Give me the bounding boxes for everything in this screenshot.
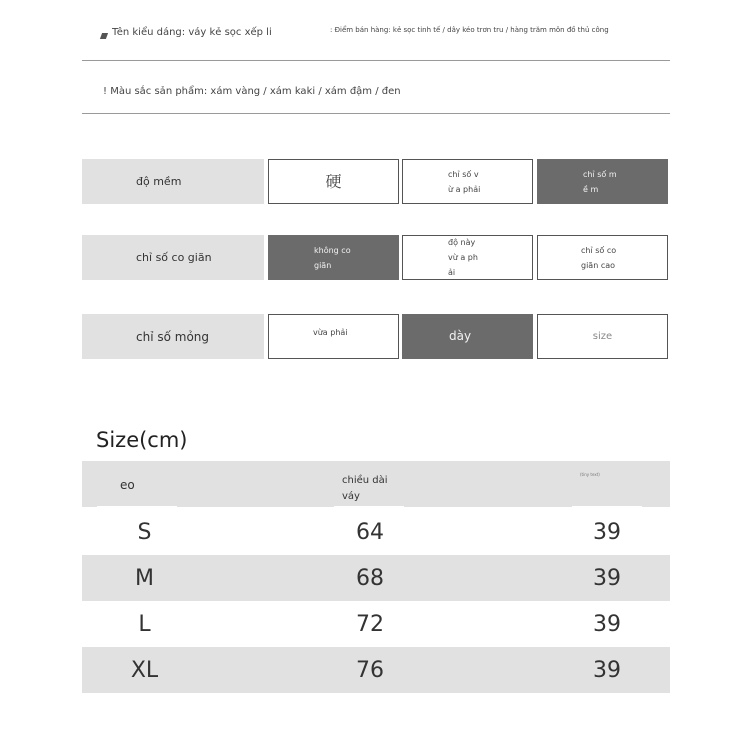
attribute-option [537, 235, 668, 280]
header-divider-2 [82, 113, 670, 114]
attribute-label: chỉ số co giãn [82, 235, 264, 280]
size-cell: M [135, 565, 154, 591]
attribute-option-text: không co giãn [314, 245, 351, 270]
size-cell: XL [130, 657, 159, 683]
attribute-option [402, 235, 533, 280]
header-divider-1 [82, 60, 670, 61]
attribute-option-text: size [592, 331, 613, 342]
attribute-option [268, 159, 399, 204]
length-cell: 64 [356, 519, 384, 545]
waist-cell: 39 [593, 565, 621, 591]
attribute-label: chỉ số mỏng [82, 314, 264, 359]
attribute-option-selected [402, 314, 533, 359]
table-row [82, 601, 670, 647]
attribute-option [537, 314, 668, 359]
length-cell: 72 [356, 611, 384, 637]
attribute-option [402, 159, 533, 204]
attribute-option-selected [537, 159, 668, 204]
size-table-header [82, 461, 670, 507]
waist-cell: 39 [593, 611, 621, 637]
header-cell-eo: eo [120, 478, 135, 492]
product-colors-text: ! Màu sắc sản phẩm: xám vàng / xám kaki / xám đậm / đen [103, 86, 401, 97]
attribute-option-text: chỉ số co giãn cao [581, 245, 617, 270]
attribute-option-selected [268, 235, 399, 280]
header-cell-length: chiều dài váy [342, 475, 388, 502]
attribute-option-text: chỉ số vừ a phải [448, 169, 481, 194]
attribute-label: độ mềm [82, 159, 264, 204]
attribute-option-text: chỉ số mề m [583, 169, 617, 194]
size-cell: S [137, 519, 152, 545]
header-bullet-icon [100, 33, 108, 39]
attribute-option-text: vừa phải [313, 328, 348, 337]
attribute-option-text: 硬 [325, 172, 342, 191]
selling-point-text: : Điểm bán hàng: kẻ sọc tinh tế / dây kéo trơn tru / hàng trăm môn đồ thủ công [330, 26, 609, 34]
attribute-option-text: dày [449, 329, 472, 343]
table-row [82, 509, 670, 555]
style-name-text: Tên kiểu dáng: váy kẻ sọc xếp li [112, 27, 272, 38]
attribute-option [268, 314, 399, 359]
size-cell: L [138, 611, 151, 637]
size-table-title: Size(cm) [96, 428, 188, 452]
header-cell-tiny: (tiny text) [580, 472, 600, 477]
length-cell: 76 [356, 657, 384, 683]
table-row [82, 647, 670, 693]
table-row [82, 555, 670, 601]
attribute-option-text: độ này vừ a phải [448, 238, 478, 277]
waist-cell: 39 [593, 657, 621, 683]
length-cell: 68 [356, 565, 384, 591]
waist-cell: 39 [593, 519, 621, 545]
